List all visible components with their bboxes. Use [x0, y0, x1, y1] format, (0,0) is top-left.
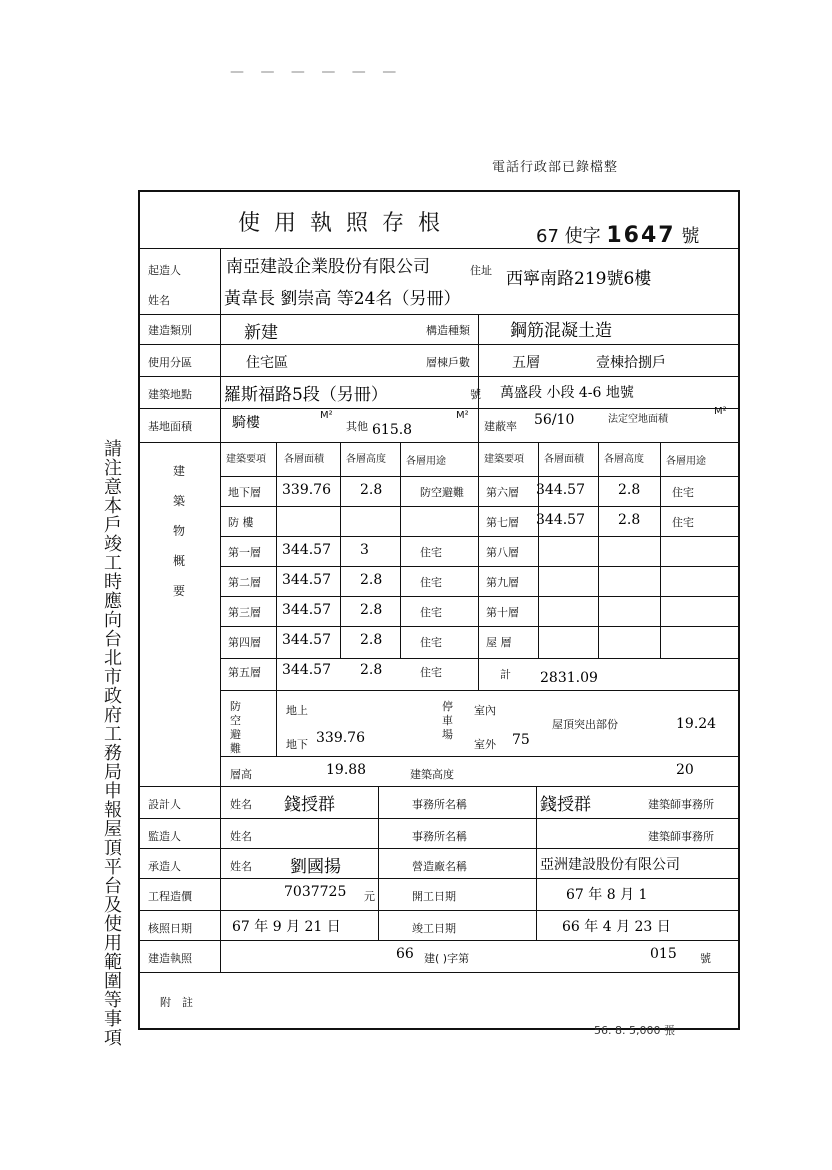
- area-label: 基地面積: [148, 420, 192, 433]
- floor-height: 2.8: [360, 602, 383, 618]
- floor-area: 344.57: [536, 512, 585, 528]
- start-label: 開工日期: [412, 890, 456, 903]
- floor-height: 2.8: [360, 662, 383, 678]
- address-label: 住址: [470, 264, 492, 277]
- col-area: 各層面積: [544, 454, 584, 465]
- col-height: 各層高度: [604, 454, 644, 465]
- area-other-label: 其他: [346, 420, 368, 433]
- floor-use: 防空避難: [420, 486, 464, 499]
- permit-no: 015: [650, 946, 677, 962]
- parking-in: 室內: [474, 704, 496, 717]
- supervisor-suffix: 建築師事務所: [648, 830, 714, 843]
- col-height: 各層高度: [346, 454, 386, 465]
- contractor-name-label: 姓名: [230, 860, 252, 873]
- coverage-value: 56/10: [534, 412, 575, 428]
- rule: [220, 658, 738, 659]
- parking-out: 室外: [474, 738, 496, 751]
- rule: [220, 690, 738, 691]
- top-stamp: 電話行政部已錄檔整: [492, 160, 619, 175]
- permit-mid: 建( )字第: [424, 952, 470, 965]
- permit-suffix: 號: [700, 952, 711, 965]
- floor-height: 3: [360, 542, 369, 558]
- floor-height: 2.8: [360, 482, 383, 498]
- floor-label: 第一層: [228, 546, 261, 559]
- floor-area: 344.57: [282, 632, 331, 648]
- floor-label: 防 樓: [228, 516, 254, 529]
- floors-value-a: 五層: [512, 355, 540, 371]
- total-value: 2831.09: [540, 670, 598, 686]
- rule: [138, 248, 738, 249]
- site-lot: 萬盛段 小段 4-6 地號: [500, 385, 634, 401]
- shelter-below: 地下: [286, 738, 308, 751]
- contractor-label: 承造人: [148, 860, 181, 873]
- floor-label: 第七層: [486, 516, 519, 529]
- floor-height: 2.8: [360, 632, 383, 648]
- floor-use: 住宅: [420, 606, 442, 619]
- rule: [400, 442, 401, 658]
- shelter-below-value: 339.76: [316, 730, 365, 746]
- unit: M²: [714, 406, 727, 417]
- address-value: 西寧南路219號6樓: [506, 269, 652, 289]
- bldg-height-label: 建築高度: [410, 768, 454, 781]
- floor-use: 住宅: [420, 576, 442, 589]
- floor-use: 住宅: [420, 666, 442, 679]
- area-other-value: 615.8: [372, 422, 413, 438]
- rule: [536, 786, 537, 940]
- footer-print: 56. 8. 5,000 張: [594, 1024, 675, 1037]
- col-area: 各層面積: [284, 454, 324, 465]
- name-label: 姓名: [148, 294, 170, 307]
- usage-value: 住宅區: [246, 355, 288, 371]
- floor-label: 地下層: [228, 486, 261, 499]
- rule: [138, 344, 738, 345]
- site-value: 羅斯福路5段（另冊）: [224, 385, 388, 405]
- scan-noise: — — — — — —: [230, 64, 403, 80]
- issue-label: 核照日期: [148, 922, 192, 935]
- floor-label: 第九層: [486, 576, 519, 589]
- firm-value: 亞洲建設股份有限公司: [540, 857, 680, 873]
- cost-unit: 元: [364, 890, 375, 903]
- rule: [598, 442, 599, 658]
- rule: [138, 376, 738, 377]
- rule: [660, 442, 661, 658]
- rule: [138, 878, 738, 879]
- complete-value: 66 年 4 月 23 日: [562, 919, 671, 935]
- rule: [138, 910, 738, 911]
- designer-name: 錢授群: [284, 795, 335, 815]
- rule: [138, 818, 738, 819]
- floor-use: 住宅: [420, 636, 442, 649]
- coverage-label: 建蔽率: [484, 420, 517, 433]
- rule: [138, 972, 738, 973]
- shelter-label: 防空避難: [230, 700, 241, 755]
- legal-label: 法定空地面積: [608, 414, 668, 425]
- rule: [378, 786, 379, 940]
- supervisor-office-label: 事務所名稱: [412, 830, 467, 843]
- unit: M²: [456, 410, 469, 421]
- floor-label: 第三層: [228, 606, 261, 619]
- cost-value: 7037725: [284, 884, 347, 900]
- floor-height: 2.8: [618, 482, 641, 498]
- rule: [138, 408, 738, 409]
- floor-area: 339.76: [282, 482, 331, 498]
- rule: [478, 314, 479, 690]
- floor-label: 第八層: [486, 546, 519, 559]
- rule: [340, 442, 341, 658]
- unit: M²: [320, 410, 333, 421]
- floor-area: 344.57: [282, 572, 331, 588]
- floor-label: 第六層: [486, 486, 519, 499]
- col-use: 各層用途: [406, 456, 446, 467]
- shelter-above: 地上: [286, 704, 308, 717]
- floor-label: 第五層: [228, 666, 261, 679]
- rule: [138, 442, 738, 443]
- floor-label: 第十層: [486, 606, 519, 619]
- rule: [138, 940, 738, 941]
- permit-suffix: 號: [681, 226, 700, 247]
- rule: [276, 442, 277, 756]
- rule: [538, 442, 539, 658]
- floor-height: 2.8: [618, 512, 641, 528]
- floor-use: 住宅: [672, 486, 694, 499]
- issue-value: 67 年 9 月 21 日: [232, 919, 341, 935]
- rule: [220, 248, 221, 972]
- form-title: 使用執照存根: [238, 211, 455, 236]
- cost-label: 工程造價: [148, 890, 192, 903]
- rule: [220, 756, 738, 757]
- bldg-side-label: 建築物概要: [172, 464, 185, 598]
- category-value: 新建: [244, 323, 278, 343]
- area-sub: 騎樓: [232, 415, 260, 431]
- office-label: 事務所名稱: [412, 798, 467, 811]
- floor-area: 344.57: [282, 662, 331, 678]
- roof-label: 屋頂突出部份: [552, 718, 618, 731]
- contractor-name: 劉國揚: [290, 857, 341, 877]
- floor-use: 住宅: [672, 516, 694, 529]
- designer-name-label: 姓名: [230, 798, 252, 811]
- rule: [138, 848, 738, 849]
- office-value: 錢授群: [540, 795, 591, 815]
- supervisor-name-label: 姓名: [230, 830, 252, 843]
- supervisor-label: 監造人: [148, 830, 181, 843]
- floor-area: 344.57: [282, 542, 331, 558]
- structure-value: 鋼筋混凝土造: [510, 321, 612, 341]
- firm-label: 營造廠名稱: [412, 860, 467, 873]
- office-suffix: 建築師事務所: [648, 798, 714, 811]
- category-label: 建造類別: [148, 324, 192, 337]
- floor-label: 第二層: [228, 576, 261, 589]
- col-items: 建築要項: [226, 454, 266, 465]
- start-value: 67 年 8 月 1: [566, 887, 648, 903]
- notes-label: 附 註: [160, 996, 193, 1009]
- site-label: 建築地點: [148, 388, 192, 401]
- floor-use: 住宅: [420, 546, 442, 559]
- complete-label: 竣工日期: [412, 922, 456, 935]
- structure-label: 構造種類: [426, 324, 470, 337]
- col-items: 建築要項: [484, 454, 524, 465]
- rule: [138, 786, 738, 787]
- site-no-label: 號: [470, 388, 481, 401]
- permit-number: [536, 222, 699, 248]
- name-value: 黃韋長 劉崇高 等24名（另冊）: [224, 289, 461, 309]
- floors-value-b: 壹棟拾捌戶: [596, 355, 666, 371]
- permit-label: 建造執照: [148, 952, 192, 965]
- height-label: 層高: [230, 768, 252, 781]
- rule: [138, 314, 738, 315]
- total-label: 計: [500, 668, 511, 681]
- builder-label: 起造人: [148, 264, 181, 277]
- side-note: 請注意本戶竣工時應向台北市政府工務局申報屋頂平台及使用範圍等事項: [104, 439, 122, 1049]
- floors-label: 層棟戶數: [426, 356, 470, 369]
- builder-value: 南亞建設企業股份有限公司: [226, 257, 430, 277]
- floor-area: 344.57: [282, 602, 331, 618]
- height-value: 19.88: [326, 762, 367, 778]
- col-use: 各層用途: [666, 456, 706, 467]
- permit-year: 66: [396, 946, 414, 962]
- permit-number-value: 1647: [606, 223, 676, 248]
- parking-label: 停車場: [442, 700, 453, 741]
- bldg-height-value: 20: [676, 762, 694, 778]
- permit-prefix: 67 使字: [536, 226, 601, 247]
- floor-label: 第四層: [228, 636, 261, 649]
- usage-label: 使用分區: [148, 356, 192, 369]
- designer-label: 設計人: [148, 798, 181, 811]
- floor-height: 2.8: [360, 572, 383, 588]
- floor-label: 屋 層: [486, 636, 512, 649]
- floor-area: 344.57: [536, 482, 585, 498]
- roof-value: 19.24: [676, 716, 717, 732]
- parking-out-value: 75: [512, 732, 530, 748]
